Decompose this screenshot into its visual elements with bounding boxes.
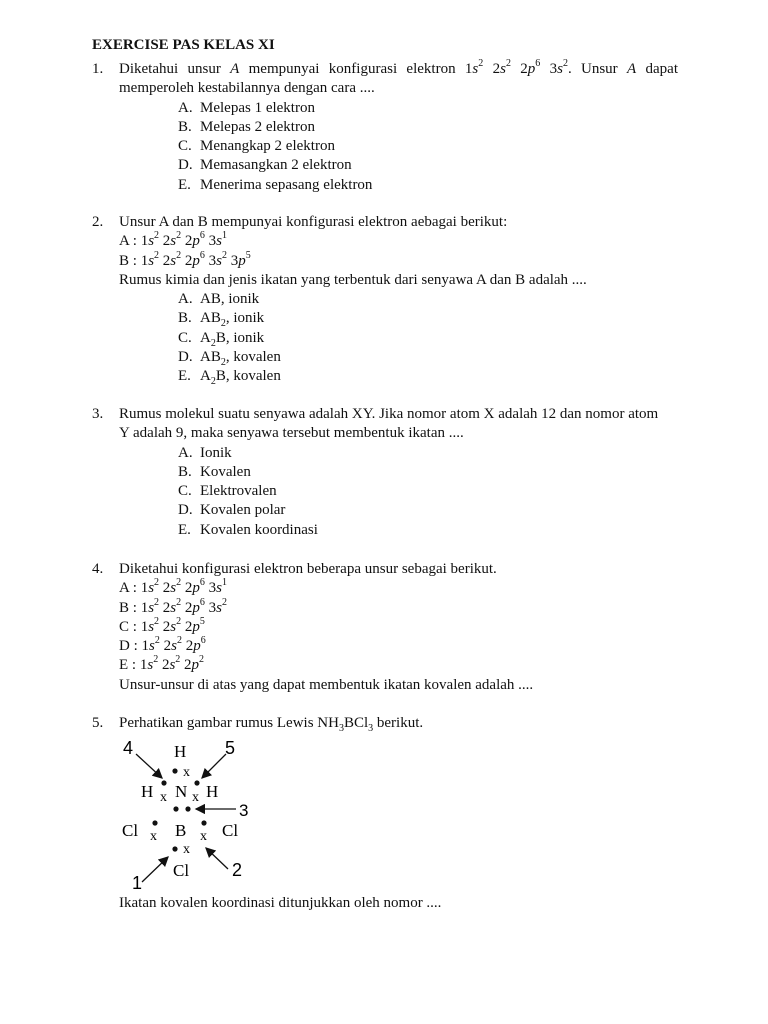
config-a: A : $1s^2$ $2s^2$ $2p^6$ $3s^1$ — [119, 230, 227, 250]
svg-text:x: x — [183, 842, 190, 857]
question-number: 4. — [92, 561, 104, 577]
question-stem: Unsur A dan B mempunyai konfigurasi elektron aebagai berikut: — [119, 214, 508, 230]
question-2 — [92, 213, 678, 387]
option-c[interactable]: C. $A_2B$, ionik — [178, 329, 265, 349]
config-b: B : $1s^2$ $2s^2$ $2p^6$ $3s^2$ — [119, 596, 227, 616]
option-c[interactable]: C. Menangkap 2 elektron — [178, 138, 335, 155]
option-d[interactable]: D. Memasangkan 2 elektron — [178, 157, 352, 174]
config-c: C : $1s^2$ $2s^2$ $2p^5$ — [119, 615, 205, 635]
option-d[interactable]: D. Kovalen polar — [178, 502, 286, 519]
option-e[interactable]: E. $A_2B$, kovalen — [178, 368, 281, 388]
question-stem: Perhatikan gambar rumus Lewis $NH_3BCl_3$ berikut. — [119, 715, 424, 734]
arrow-2 — [206, 848, 228, 869]
svg-text:x: x — [160, 790, 167, 805]
arrow-5 — [202, 754, 226, 778]
atom-cl-bottom: Cl — [173, 861, 190, 880]
marker-5: 5 — [225, 738, 236, 758]
question-stem: Diketahui konfigurasi elektron beberapa unsur sebagai berikut. — [119, 561, 497, 577]
question-stem-line2: Y adalah 9, maka senyawa tersebut membentuk ikatan .... — [119, 425, 464, 442]
question-text: Rumus kimia dan jenis ikatan yang terbentuk dari senyawa A dan B adalah .... — [119, 271, 587, 288]
question-stem: Diketahui unsur A mempunyai konfigurasi elektron $1s^2$ $2s^2$ $2p^6$ $3s^2$. Unsur A dapat — [119, 58, 678, 77]
config-d: D : $1s^2$ $2s^2$ $2p^6$ — [119, 635, 206, 655]
question-4 — [92, 560, 678, 695]
question-5-caption: Ikatan kovalen koordinasi ditunjukkan oleh nomor .... — [119, 895, 442, 911]
config-b: B : $1s^2$ $2s^2$ $2p^6$ $3s^2$ $3p^5$ — [119, 249, 251, 269]
question-number: 2. — [92, 214, 104, 230]
options-list — [178, 290, 678, 386]
config-e: E : $1s^2$ $2s^2$ $2p^2$ — [119, 654, 205, 674]
option-e[interactable]: E. Menerima sepasang elektron — [178, 176, 373, 193]
svg-text:x: x — [200, 829, 207, 844]
lewis-structure-diagram — [118, 736, 258, 891]
option-d[interactable]: D. $AB_2$, kovalen — [178, 349, 281, 369]
options-list — [178, 444, 678, 540]
option-c[interactable]: C. Elektrovalen — [178, 483, 277, 500]
option-b[interactable]: B. Kovalen — [178, 463, 251, 480]
page-title: EXERCISE PAS KELAS XI — [92, 37, 275, 53]
question-5 — [92, 714, 678, 733]
option-a[interactable]: A. Melepas 1 elektron — [178, 99, 315, 116]
atom-h-right: H — [206, 782, 219, 801]
atom-b: B — [175, 821, 187, 840]
option-a[interactable]: A. Ionik — [178, 444, 232, 461]
svg-text:x: x — [183, 765, 190, 780]
question-number: 1. — [92, 61, 104, 77]
option-e[interactable]: E. Kovalen koordinasi — [178, 521, 318, 538]
config-a: A : $1s^2$ $2s^2$ $2p^6$ $3s^1$ — [119, 577, 227, 597]
question-3 — [92, 405, 678, 540]
question-number: 3. — [92, 406, 104, 422]
atom-h-left: H — [141, 782, 154, 801]
marker-4: 4 — [123, 738, 134, 758]
atom-n: N — [175, 782, 188, 801]
option-b[interactable]: B. $AB_2$, ionik — [178, 310, 265, 330]
atom-cl-right: Cl — [222, 821, 239, 840]
question-1 — [92, 60, 678, 195]
marker-3: 3 — [239, 801, 249, 820]
question-number: 5. — [92, 715, 104, 731]
question-text: Unsur-unsur di atas yang dapat membentuk ikatan kovalen adalah .... — [119, 676, 534, 693]
option-b[interactable]: B. Melepas 2 elektron — [178, 118, 315, 135]
question-stem-line2: memperoleh kestabilannya dengan cara .... — [119, 80, 375, 97]
svg-text:x: x — [192, 790, 199, 805]
atom-cl-left: Cl — [122, 821, 139, 840]
option-a[interactable]: A. AB, ionik — [178, 291, 260, 308]
svg-text:x: x — [150, 829, 157, 844]
marker-1: 1 — [132, 873, 143, 891]
options-list — [178, 99, 678, 195]
marker-2: 2 — [232, 860, 243, 880]
question-stem: Rumus molekul suatu senyawa adalah XY. Jika nomor atom X adalah 12 dan nomor atom — [119, 406, 659, 422]
atom-h-top: H — [174, 742, 187, 761]
arrow-4 — [136, 754, 162, 778]
arrow-1 — [142, 857, 168, 882]
